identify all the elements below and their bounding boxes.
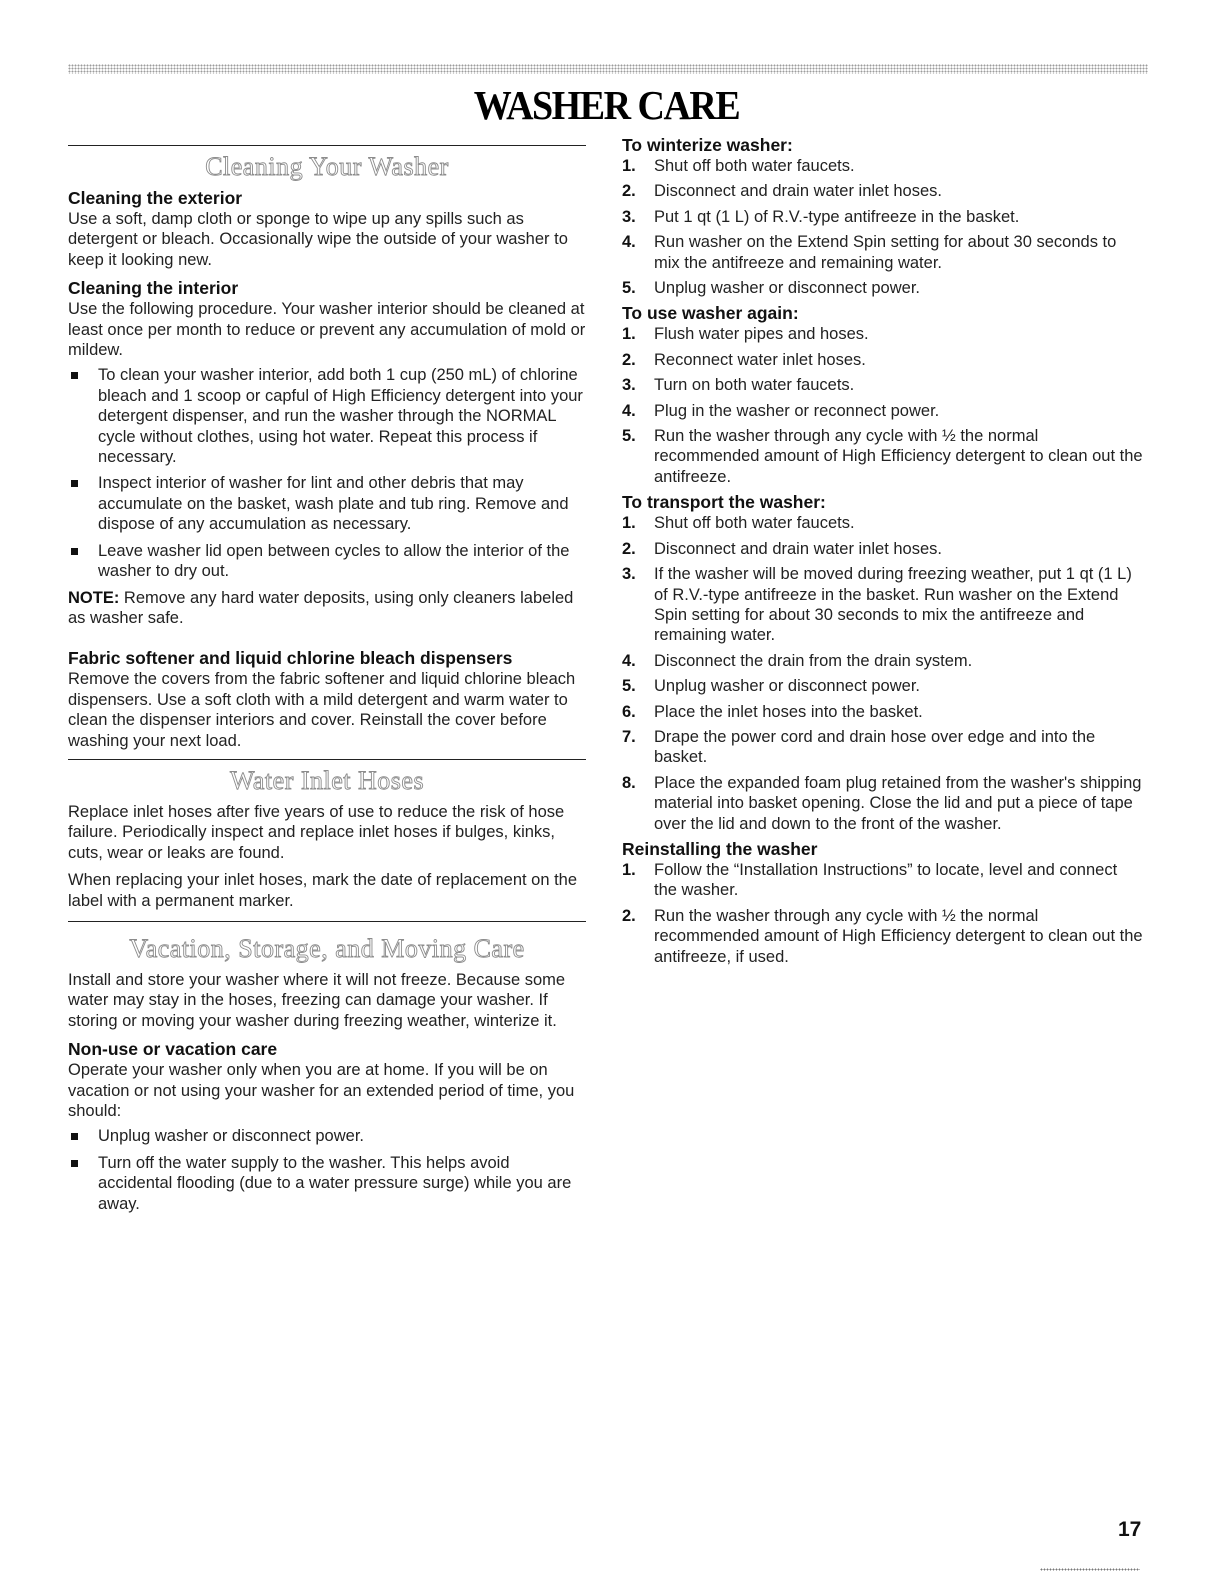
page-number: 17 (1118, 1518, 1142, 1541)
list-item: 5. Unplug washer or disconnect power. (622, 279, 920, 298)
list-item: 6. Place the inlet hoses into the basket. (622, 702, 923, 721)
text-nonuse: Operate your washer only when you are at home. If you will be on vacation or not using your washer for an extended period of time, you should: (68, 1061, 575, 1120)
list-item: 2. Run the washer through any cycle with ½ the normal recommended amount of High Efficiency detergent to clean out the antifreeze, if used. (622, 906, 1143, 966)
section-divider (68, 759, 586, 760)
heading-winterize: To winterize washer: (622, 135, 793, 155)
transport-steps (622, 513, 1144, 834)
section-title-cleaning: Cleaning Your Washer (205, 152, 449, 181)
text-cleaning-exterior: Use a soft, damp cloth or sponge to wipe up any spills such as detergent or bleach. Occasionally wipe the outside of your washer to keep it looking new. (68, 210, 568, 269)
interior-bullet-list (68, 365, 586, 581)
nonuse-bullet-list (68, 1126, 586, 1214)
right-column (622, 135, 1144, 972)
decorative-dotted-band (1040, 1568, 1140, 1571)
list-item: 1. Flush water pipes and hoses. (622, 325, 869, 344)
list-item: 3. Turn on both water faucets. (622, 376, 855, 395)
section-title-vacation: Vacation, Storage, and Moving Care (129, 933, 525, 963)
section-title-hoses: Water Inlet Hoses (229, 765, 425, 795)
list-item: 2. Reconnect water inlet hoses. (622, 350, 866, 369)
heading-use-again: To use washer again: (622, 303, 799, 324)
square-bullet-icon (71, 548, 78, 555)
list-item: 2. Disconnect and drain water inlet hoses. (622, 182, 942, 201)
list-item: 5. Unplug washer or disconnect power. (622, 677, 920, 696)
page-title: WASHER CARE (473, 83, 740, 129)
text-cleaning-interior: Use the following procedure. Your washer interior should be cleaned at least once per month to reduce or prevent any accumulation of mold or mildew. (68, 300, 586, 360)
list-item: Unplug washer or disconnect power. (68, 1126, 586, 1146)
heading-nonuse: Non-use or vacation care (68, 1039, 278, 1060)
heading-cleaning-exterior: Cleaning the exterior (68, 188, 243, 208)
use-again-steps (622, 324, 1144, 487)
square-bullet-icon (71, 1160, 78, 1167)
text-hoses-2: When replacing your inlet hoses, mark the date of replacement on the label with a permanent marker. (68, 871, 578, 910)
square-bullet-icon (71, 372, 78, 379)
list-item: Leave washer lid open between cycles to allow the interior of the washer to dry out. (68, 541, 586, 582)
list-item: 3. Put 1 qt (1 L) of R.V.-type antifreeze in the basket. (622, 207, 1020, 226)
heading-transport: To transport the washer: (622, 492, 826, 513)
left-column (68, 145, 586, 1220)
section-divider (68, 145, 586, 146)
list-item: To clean your washer interior, add both 1 cup (250 mL) of chlorine bleach and 1 scoop or capful of High Efficiency detergent into your detergent dispenser, and run the washer through the NORMAL cycle without clothes, using hot water. Repeat this process if necessary. (68, 365, 586, 467)
reinstall-steps (622, 860, 1144, 967)
note-paragraph (68, 588, 586, 629)
list-item: 1. Shut off both water faucets. (622, 514, 855, 533)
list-item: 1. Follow the “Installation Instructions” to locate, level and connect the washer. (622, 860, 1118, 900)
heading-cleaning-interior: Cleaning the interior (68, 278, 239, 299)
list-item: 3. If the washer will be moved during freezing weather, put 1 qt (1 L) of R.V.-type antifreeze in the basket. Run washer on the Extend Spin setting for about 30 seconds to mix the antifreeze and remaining water. (622, 565, 1132, 645)
list-item: Inspect interior of washer for lint and other debris that may accumulate on the basket, wash plate and tub ring. Remove and dispose of any accumulation as necessary. (68, 473, 586, 534)
winterize-steps (622, 156, 1144, 298)
list-item: 1. Shut off both water faucets. (622, 157, 855, 175)
heading-reinstall: Reinstalling the washer (622, 838, 818, 859)
list-item: 4. Plug in the washer or reconnect power. (622, 401, 940, 420)
section-divider (68, 921, 586, 922)
list-item: 8. Place the expanded foam plug retained from the washer's shipping material into basket opening. Close the lid and put a piece of tape over the lid and down to the front of the washer. (622, 773, 1142, 833)
text-dispensers: Remove the covers from the fabric softener and liquid chlorine bleach dispensers. Use a soft cloth with a mild detergent and warm water to clean the dispenser interiors and cover. Reinstall the cover before washing your next load. (68, 670, 576, 750)
list-item: 2. Disconnect and drain water inlet hoses. (622, 539, 942, 558)
square-bullet-icon (71, 1133, 78, 1140)
heading-dispensers: Fabric softener and liquid chlorine bleach dispensers (68, 648, 513, 669)
list-item: 7. Drape the power cord and drain hose over edge and into the basket. (622, 727, 1096, 767)
list-item: 5. Run the washer through any cycle with ½ the normal recommended amount of High Efficiency detergent to clean out the antifreeze. (622, 427, 1143, 486)
square-bullet-icon (71, 480, 78, 487)
decorative-dotted-band (68, 64, 1148, 74)
text-hoses-1: Replace inlet hoses after five years of use to reduce the risk of hose failure. Periodically inspect and replace inlet hoses if bulges, kinks, cuts, wear or leaks are found. (68, 802, 565, 862)
list-item: Turn off the water supply to the washer. This helps avoid accidental flooding (due to a water pressure surge) while you are away. (68, 1153, 586, 1214)
text-vacation-intro: Install and store your washer where it will not freeze. Because some water may stay in the hoses, freezing can damage your washer. If storing or moving your washer during freezing weather, winterize it. (68, 970, 566, 1030)
list-item: 4. Disconnect the drain from the drain system. (622, 651, 973, 670)
list-item: 4. Run washer on the Extend Spin setting for about 30 seconds to mix the antifreeze and remaining water. (622, 233, 1117, 272)
note-label: NOTE: (68, 588, 120, 607)
note-text: Remove any hard water deposits, using only cleaners labeled as washer safe. (68, 588, 574, 627)
